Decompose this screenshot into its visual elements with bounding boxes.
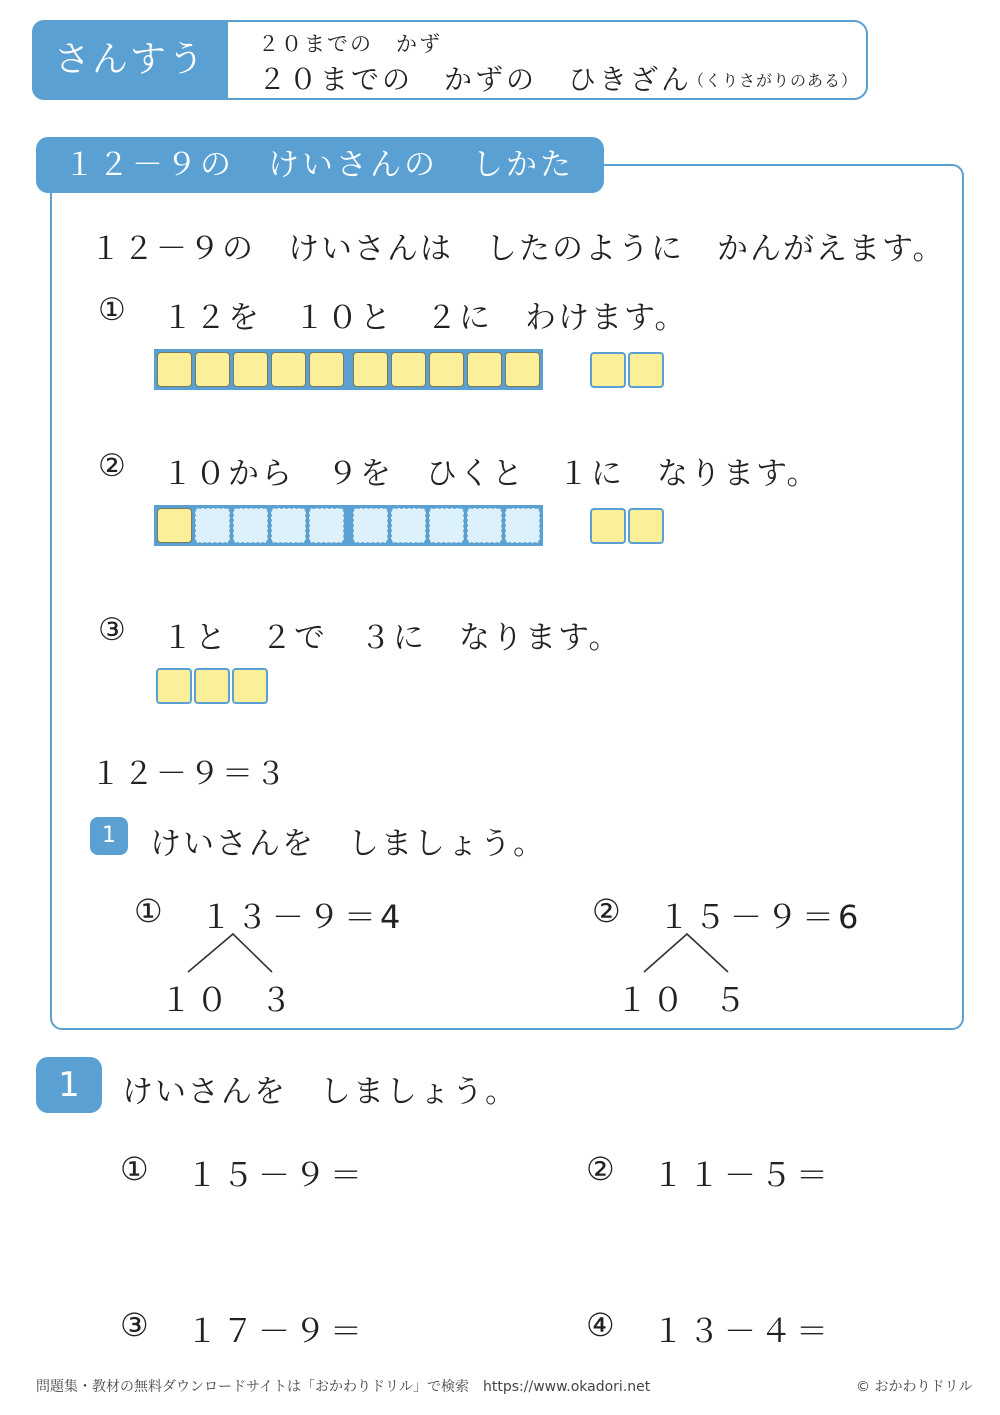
block [628, 508, 664, 544]
block [353, 352, 388, 387]
problem-2-mark: ② [586, 1150, 619, 1188]
block [271, 352, 306, 387]
lesson-title: １２－９の けいさんの しかた [36, 137, 604, 193]
block [157, 508, 192, 543]
step-2-mark: ② [98, 448, 128, 484]
block [195, 352, 230, 387]
footer-credit: 問題集・教材の無料ダウンロードサイトは「おかわりドリル」で検索 https://www.okadori.net [36, 1379, 651, 1395]
problem-3-mark: ③ [120, 1306, 153, 1344]
example-1-split-left: １０ [160, 981, 233, 1019]
block [590, 508, 626, 544]
example-instruction: けいさんを しましょう。 [150, 826, 546, 862]
removed-block [429, 508, 464, 543]
lesson-result: １２－９＝３ [90, 756, 288, 792]
step-1-text: １２を １０と ２に わけます。 [162, 300, 688, 336]
ten-block-bar-step1 [154, 349, 543, 390]
problem-4-expr: １３－４＝ [652, 1312, 833, 1350]
problem-1-expr: １５－９＝ [186, 1156, 367, 1194]
exercise-instruction: けいさんを しましょう。 [122, 1074, 518, 1110]
split-lines-1 [180, 930, 290, 975]
example-2-split-left: １０ [616, 981, 689, 1019]
exercise-badge: 1 [36, 1057, 102, 1113]
step-2-text: １０から ９を ひくと １に なります。 [162, 456, 820, 492]
removed-block [391, 508, 426, 543]
two-blocks-step1 [590, 352, 664, 388]
block [391, 352, 426, 387]
subject-tab: さんすう [32, 20, 228, 100]
block [505, 352, 540, 387]
footer-copyright: © おかわりドリル [856, 1379, 973, 1395]
three-blocks-step3 [156, 668, 268, 704]
block [194, 668, 230, 704]
example-2-mark: ② [592, 892, 625, 930]
problem-4-mark: ④ [586, 1306, 619, 1344]
block [467, 352, 502, 387]
lesson-intro: １２－９の けいさんは したのように かんがえます。 [90, 231, 946, 267]
page-title: ２０までの かずの ひきざん [258, 63, 693, 96]
two-blocks-step2 [590, 508, 664, 544]
removed-block [195, 508, 230, 543]
step-3-text: １と ２で ３に なります。 [162, 620, 622, 656]
ten-block-bar-step2 [154, 505, 543, 546]
removed-block [309, 508, 344, 543]
example-1-split-right: ３ [260, 981, 297, 1019]
problem-1-mark: ① [120, 1150, 153, 1188]
block [309, 352, 344, 387]
removed-block [271, 508, 306, 543]
split-lines-2 [638, 930, 748, 975]
block [157, 352, 192, 387]
step-3-mark: ③ [98, 612, 128, 648]
problem-3-expr: １７－９＝ [186, 1312, 367, 1350]
removed-block [505, 508, 540, 543]
block [628, 352, 664, 388]
problem-2-expr: １１－５＝ [652, 1156, 833, 1194]
removed-block [467, 508, 502, 543]
example-1-mark: ① [134, 892, 167, 930]
block [590, 352, 626, 388]
example-2-split-right: ５ [714, 981, 751, 1019]
block [232, 668, 268, 704]
unit-label: ２０までの かず [258, 32, 442, 56]
step-1-mark: ① [98, 292, 128, 328]
example-badge: 1 [90, 817, 128, 855]
block [233, 352, 268, 387]
title-note: （くりさがりのある） [688, 71, 859, 90]
block [429, 352, 464, 387]
removed-block [353, 508, 388, 543]
example-2-expr: １５－９＝6 [658, 898, 863, 936]
block [156, 668, 192, 704]
removed-block [233, 508, 268, 543]
example-1-expr: １３－９＝4 [200, 898, 405, 936]
